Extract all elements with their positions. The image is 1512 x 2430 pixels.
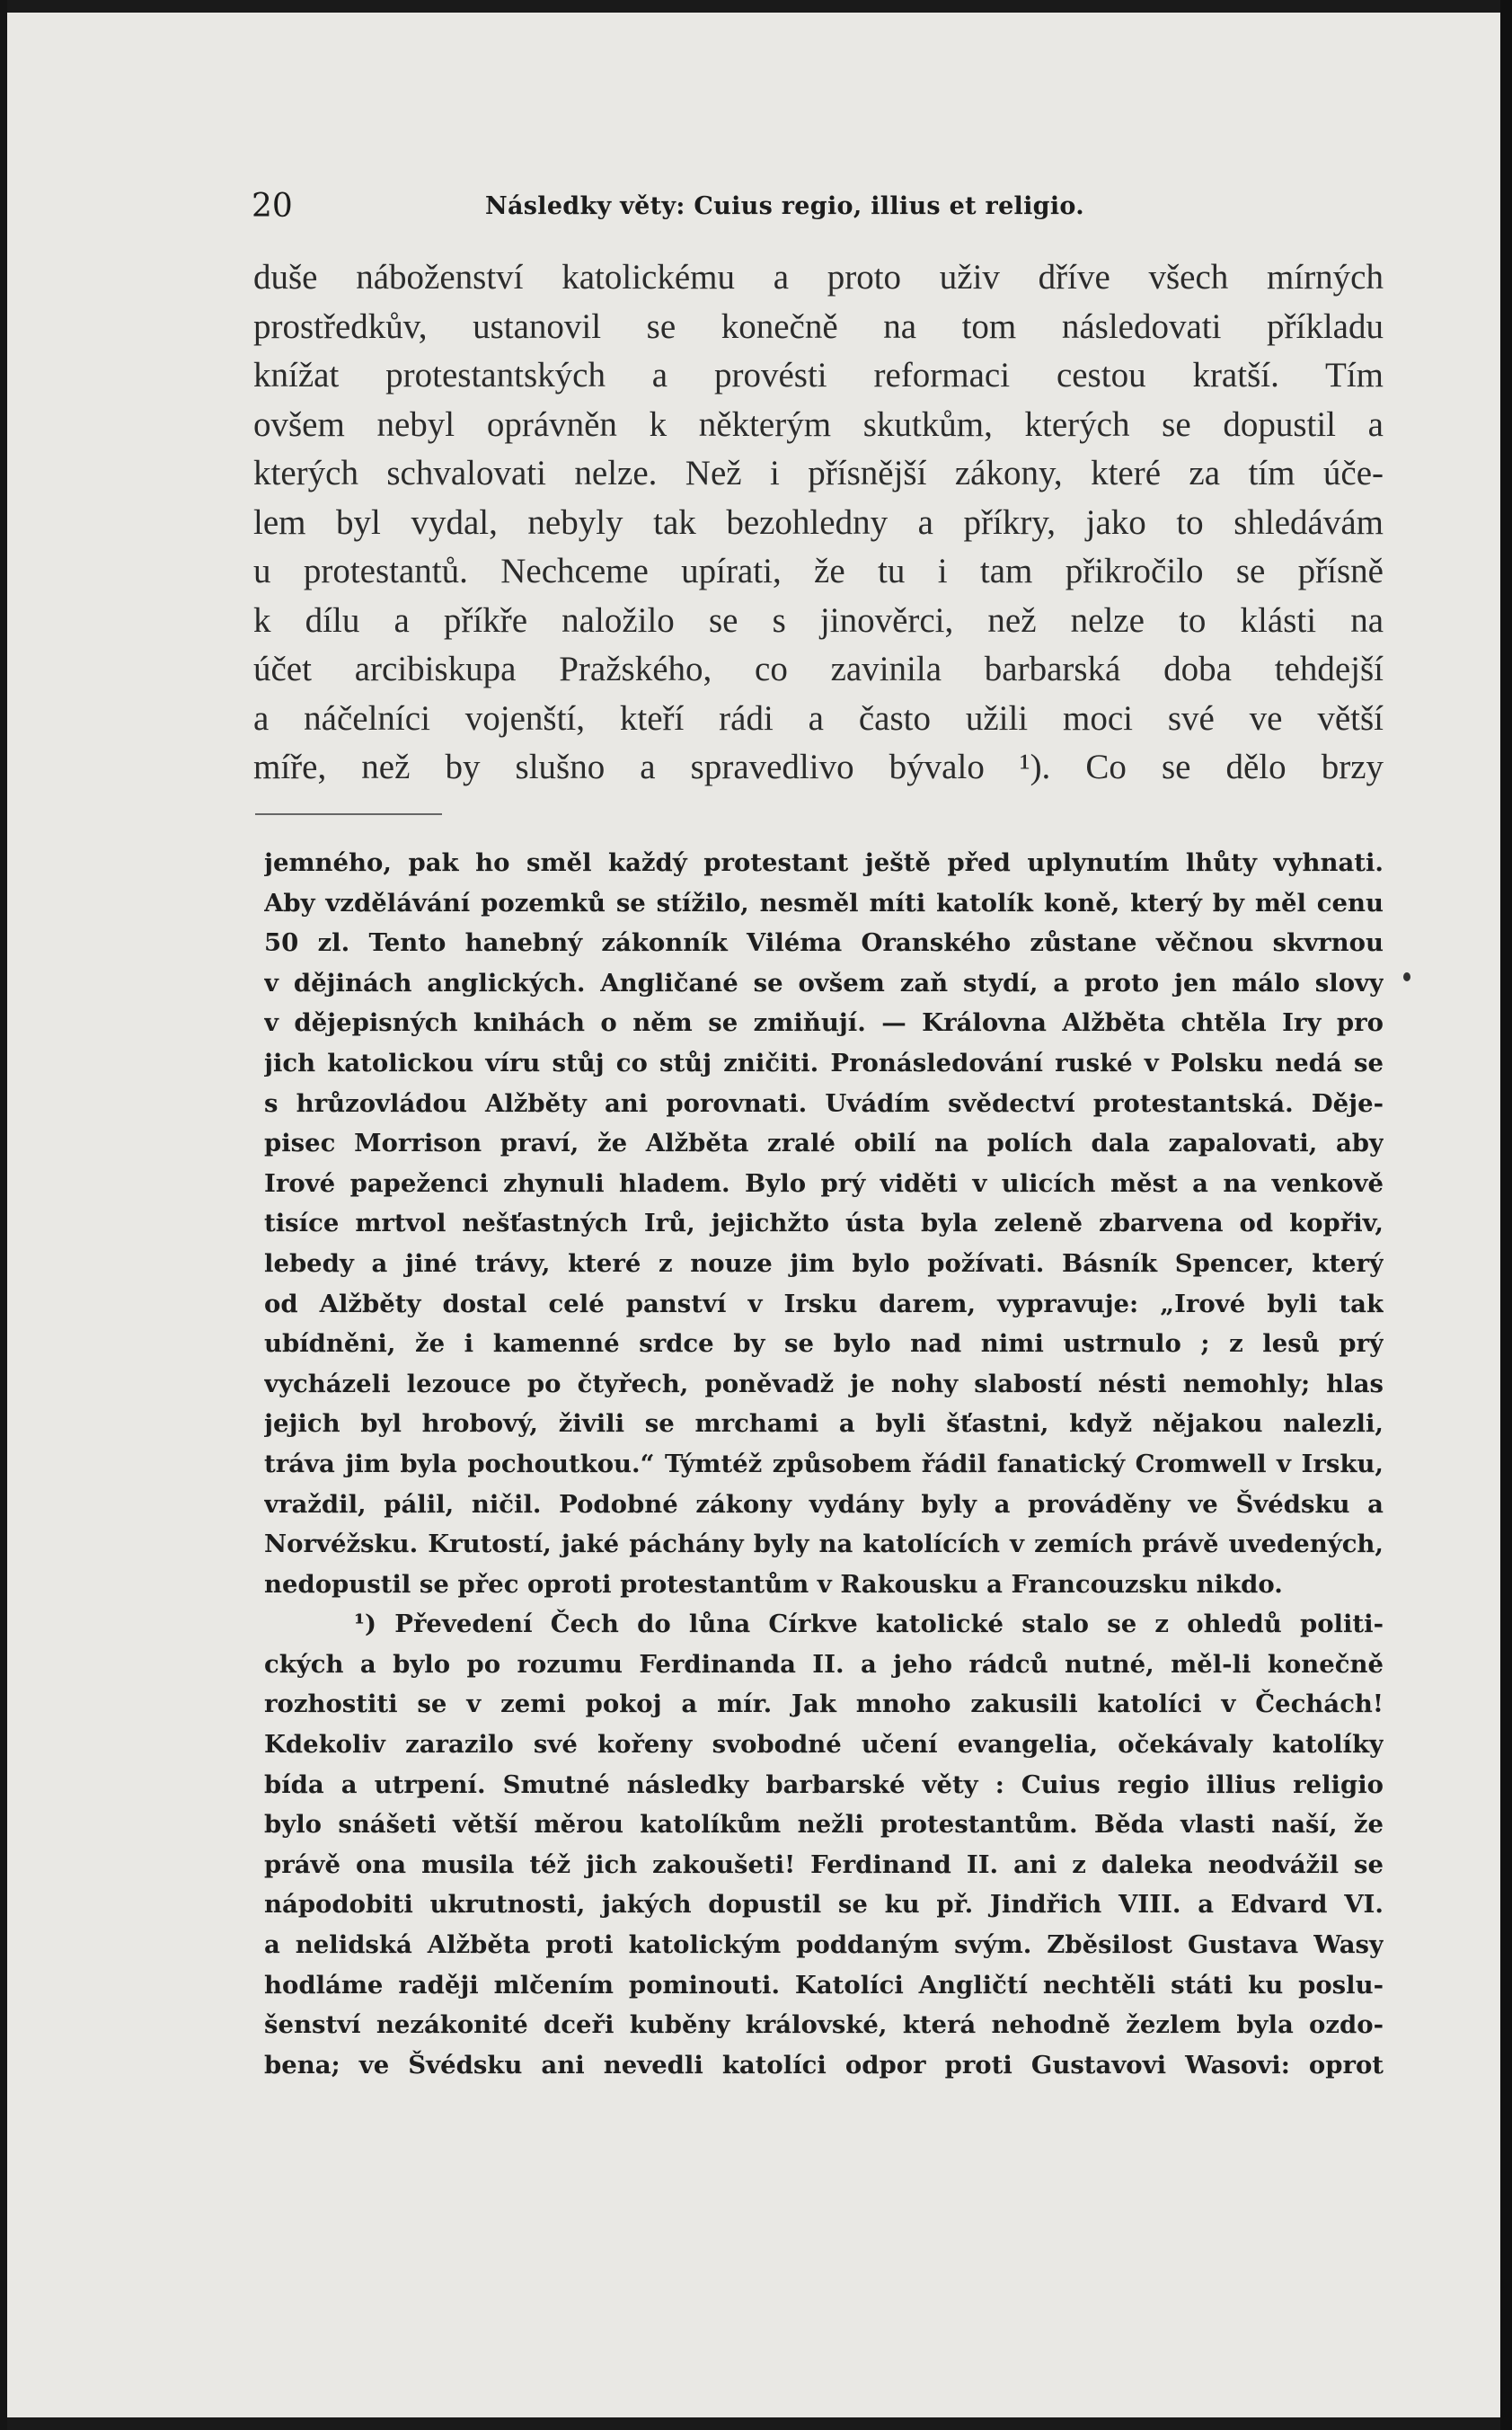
- footnote-line: jejich byl hrobový, živili se mrchami a byli šťastni, když nějakou nalezli,: [264, 1409, 1384, 1439]
- footnote-line: šenství nezákonité dceři kuběny královské, která nehodně žezlem byla ozdo-: [264, 2010, 1384, 2040]
- body-line: ovšem nebyl oprávněn k některým skutkům, kterých se dopustil a: [253, 404, 1384, 444]
- footnote-line: jemného, pak ho směl každý protestant ještě před uplynutím lhůty vyhnati.: [264, 848, 1384, 877]
- footnote-line: vraždil, pálil, ničil. Podobné zákony vydány byly a prováděny ve Švédsku a: [264, 1489, 1384, 1519]
- footnote-line: a nelidská Alžběta proti katolickým poddaným svým. Zběsilost Gustava Wasy: [264, 1930, 1384, 1960]
- body-line: lem byl vydal, nebyly tak bezohledny a příkry, jako to shledávám: [253, 502, 1384, 542]
- footnote-line: ¹) Převedení Čech do lůna Církve katolické stalo se z ohledů politi-: [354, 1610, 1384, 1639]
- footnote-line: pisec Morrison praví, že Alžběta zralé obilí na polích dala zapalovati, aby: [264, 1129, 1384, 1158]
- footnote-separator: [255, 813, 442, 815]
- footnote-line: v dějepisných knihách o něm se zmiňují. — Královna Alžběta chtěla Iry pro: [264, 1008, 1384, 1038]
- footnote-line: v dějinách anglických. Angličané se ovšem zaň stydí, a proto jen málo slovy: [264, 968, 1384, 998]
- footnote-line: ckých a bylo po rozumu Ferdinanda II. a jeho rádců nutné, měl-li konečně: [264, 1649, 1384, 1679]
- footnote-line: tisíce mrtvol nešťastných Irů, jejichžto ústa byla zeleně zbarvena od kopřiv,: [264, 1209, 1384, 1238]
- body-line: k dílu a příkře naložilo se s jinověrci, než nelze to klásti na: [253, 600, 1384, 640]
- footnote-line: od Alžběty dostal celé panství v Irsku darem, vypravuje: „Irové byli tak: [264, 1289, 1384, 1318]
- footnote-line: nedopustil se přec oproti protestantům v Rakousku a Francouzsku nikdo.: [264, 1569, 1283, 1599]
- body-line: u protestantů. Nechceme upírati, že tu i tam přikročilo se přísně: [253, 552, 1384, 590]
- footnote-line: Irové papeženci zhynuli hladem. Bylo prý viděti v ulicích měst a na venkově: [264, 1168, 1384, 1198]
- scan-border-right: [1500, 0, 1512, 2430]
- footnote-line: vycházeli lezouce po čtyřech, poněvadž je nohy slabostí nésti nemohly; hlas: [264, 1369, 1384, 1398]
- footnote-line: 50 zl. Tento hanebný zákonník Viléma Oranského zůstane věčnou skvrnou: [264, 928, 1384, 958]
- footnote-line: bída a utrpení. Smutné následky barbarské věty : Cuius regio illius religio: [264, 1769, 1384, 1799]
- footnotes: [264, 843, 1384, 2085]
- footnote-line: ubídněni, že i kamenné srdce by se bylo nad nimi ustrnulo ; z lesů prý: [264, 1329, 1384, 1359]
- body-line: a náčelníci vojenští, kteří rádi a často užili moci své ve větší: [253, 698, 1384, 738]
- body-line: duše náboženství katolickému a proto uživ dříve všech mírných: [253, 258, 1384, 297]
- body-line: míře, než by slušno a spravedlivo bývalo ¹). Co se dělo brzy: [253, 748, 1384, 786]
- footnote-line: lebedy a jiné trávy, které z nouze jim bylo požívati. Básník Spencer, který: [264, 1248, 1384, 1278]
- footnote-line: Kdekoliv zarazilo své kořeny svobodné učení evangelia, očekávaly katolíky: [264, 1730, 1384, 1760]
- body-line: prostředkův, ustanovil se konečně na tom následovati příkladu: [253, 306, 1384, 346]
- running-head: [252, 180, 1384, 234]
- scan-border-left: [0, 0, 7, 2430]
- body-line: účet arcibiskupa Pražského, co zavinila barbarská doba tehdejší: [253, 650, 1384, 688]
- page-number: 20: [252, 188, 293, 225]
- footnote-line: Norvéžsku. Krutostí, jaké páchány byly na katolících v zemích právě uvedených,: [264, 1530, 1384, 1559]
- main-body-text: [253, 253, 1384, 793]
- ink-speck: [1403, 972, 1410, 981]
- footnote-line: s hrůzovládou Alžběty ani porovnati. Uvádím svědectví protestantská. Děje-: [264, 1088, 1384, 1118]
- footnote-line: jich katolickou víru stůj co stůj zničiti. Pronásledování ruské v Polsku nedá se: [264, 1048, 1384, 1078]
- footnote-line: rozhostiti se v zemi pokoj a mír. Jak mnoho zakusili katolíci v Čechách!: [264, 1689, 1384, 1719]
- footnote-line: hodláme raději mlčením pominouti. Katolíci Angličtí nechtěli státi ku poslu-: [264, 1970, 1384, 2000]
- running-title: Následky věty: Cuius regio, illius et religio.: [485, 192, 1084, 220]
- footnote-line: právě ona musila též jich zakoušeti! Ferdinand II. ani z daleka neodvážil se: [264, 1849, 1384, 1879]
- footnote-line: nápodobiti ukrutnosti, jakých dopustil se ku př. Jindřich VIII. a Edvard VI.: [264, 1890, 1384, 1920]
- body-line: knížat protestantských a provésti reformaci cestou kratší. Tím: [253, 356, 1384, 395]
- footnote-line: tráva jim byla pochoutkou.“ Týmtéž způsobem řádil fanatický Cromwell v Irsku,: [264, 1449, 1384, 1478]
- body-line: kterých schvalovati nelze. Než i přísnější zákony, které za tím úče-: [253, 454, 1384, 492]
- footnote-line: bena; ve Švédsku ani nevedli katolíci odpor proti Gustavovi Wasovi: oprot: [264, 2050, 1384, 2080]
- footnote-line: Aby vzdělávání pozemků se stížilo, nesměl míti katolík koně, který by měl cenu: [264, 888, 1384, 918]
- footnote-line: bylo snášeti větší měrou katolíkům nežli protestantům. Běda vlasti naší, že: [264, 1810, 1384, 1840]
